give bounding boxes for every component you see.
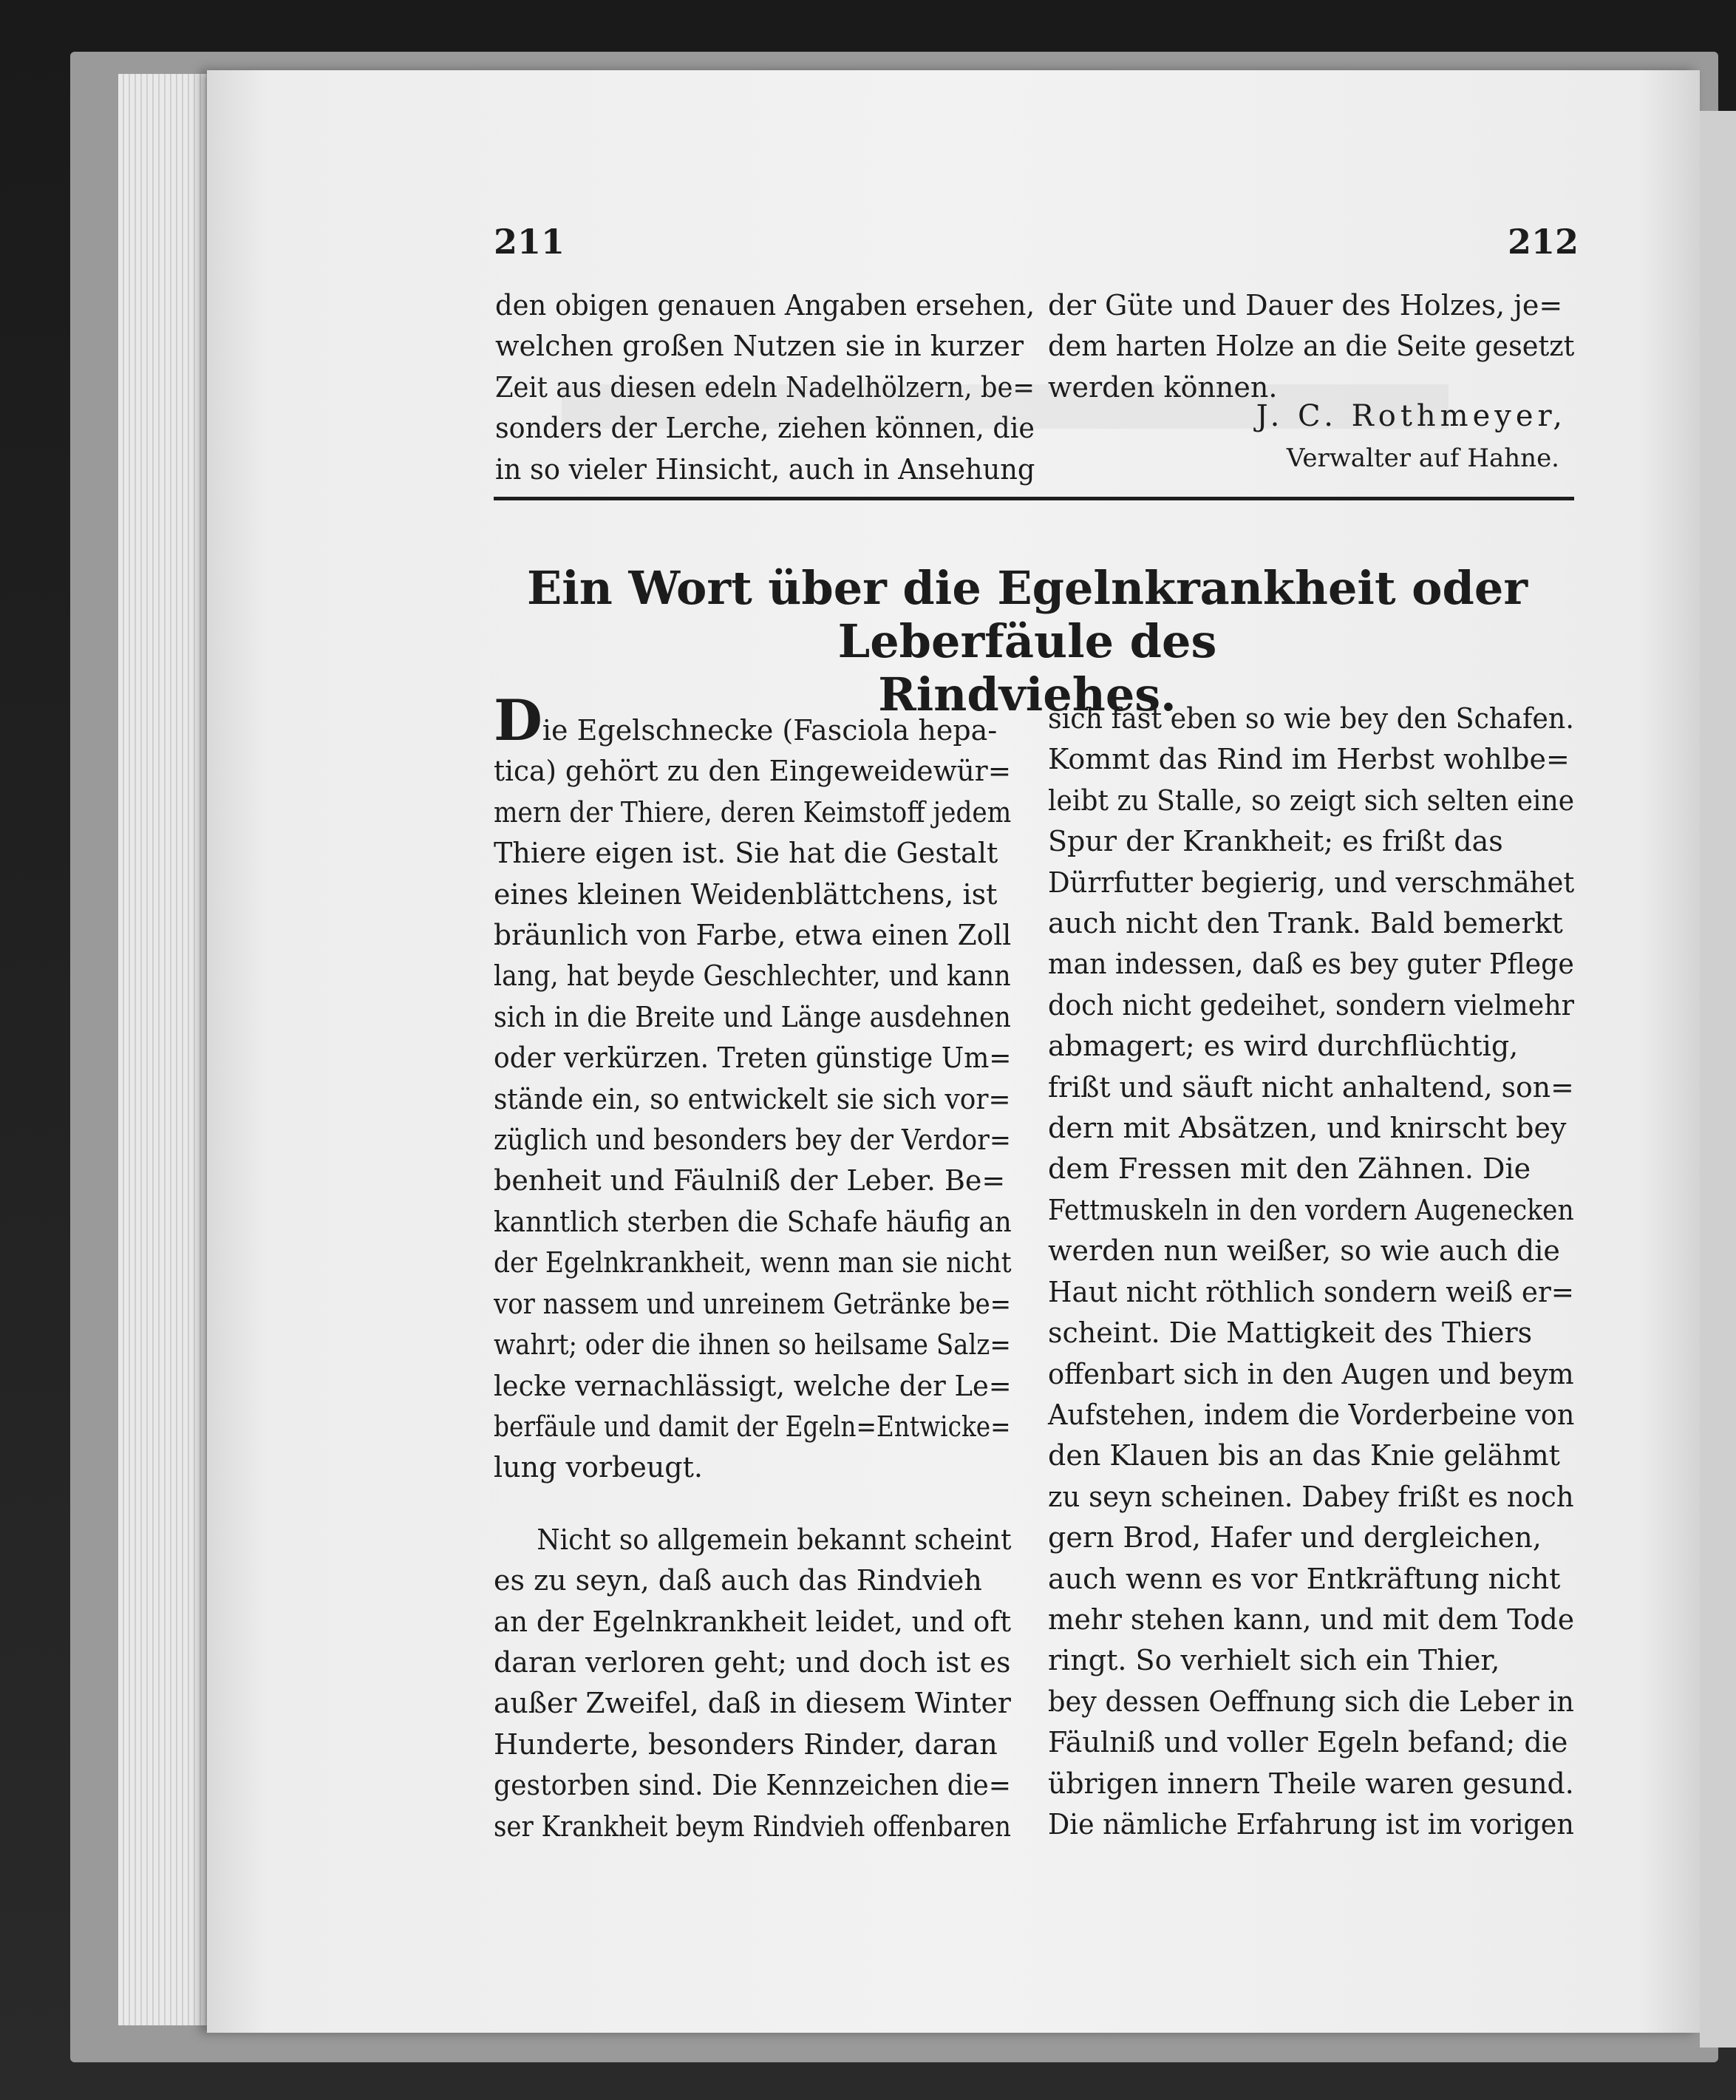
text-line: Spur der Krankheit; es frißt das: [1048, 825, 1503, 858]
text-line: Fettmuskeln in den vordern Augenecken: [1048, 1193, 1574, 1226]
text-line: dem Fressen mit den Zähnen. Die: [1048, 1152, 1531, 1186]
text-line: an der Egelnkrankheit leidet, und oft: [494, 1605, 1012, 1638]
text-line: sich fast eben so wie bey den Schafen.: [1048, 702, 1574, 735]
text-line: Aufstehen, indem die Vorderbeine von: [1048, 1398, 1575, 1431]
text-line: ringt. So verhielt sich ein Thier,: [1048, 1644, 1500, 1677]
text-line: den obigen genauen Angaben ersehen,: [495, 289, 1035, 322]
text-line: benheit und Fäulniß der Leber. Be=: [494, 1164, 1006, 1197]
text-line: frißt und säuft nicht anhaltend, son=: [1048, 1070, 1574, 1104]
text-line: lang, hat beyde Geschlechter, und kann: [494, 959, 1011, 993]
text-line: oder verkürzen. Treten günstige Um=: [494, 1041, 1012, 1075]
text-line: stände ein, so entwickelt sie sich vor=: [494, 1082, 1011, 1115]
text-line: eines kleinen Weidenblättchens, ist: [494, 877, 998, 911]
text-line: in so vieler Hinsicht, auch in Ansehung: [495, 452, 1035, 486]
text-line: man indessen, daß es bey guter Pflege: [1048, 948, 1574, 981]
text-line: es zu seyn, daß auch das Rindvieh: [494, 1564, 982, 1597]
top-left-column: [495, 285, 1035, 490]
text-line: den Klauen bis an das Knie gelähmt: [1048, 1439, 1560, 1472]
text-line: Nicht so allgemein bekannt scheint: [537, 1523, 1012, 1556]
text-line: abmagert; es wird durchflüchtig,: [1048, 1030, 1519, 1063]
heading-line-1: Ein Wort über die Egelnkrankheit oder Leberfäule des: [527, 561, 1528, 668]
text-line: welchen großen Nutzen sie in kurzer: [495, 330, 1024, 363]
body-right-column: [1048, 699, 1574, 1845]
text-line: Kommt das Rind im Herbst wohlbe=: [1048, 743, 1570, 776]
text-line: werden können.: [1048, 370, 1278, 404]
text-line: kanntlich sterben die Schafe häufig an: [494, 1205, 1012, 1238]
heading-line-2: Rindviehes.: [878, 667, 1177, 721]
facing-page-edge: [1700, 111, 1736, 2048]
text-line: sich in die Breite und Länge ausdehnen: [494, 1000, 1011, 1033]
text-line: mehr stehen kann, und mit dem Tode: [1048, 1603, 1575, 1636]
top-right-column: [1048, 285, 1574, 408]
text-line: [494, 687, 1011, 753]
text-line: doch nicht gedeihet, sondern vielmehr: [1048, 988, 1574, 1022]
text-line: bräunlich von Farbe, etwa einen Zoll: [494, 919, 1012, 952]
text-line: wahrt; oder die ihnen so heilsame Salz=: [494, 1328, 1011, 1362]
author-signature: J. C. Rothmeyer,: [1256, 399, 1567, 433]
text-line: scheint. Die Mattigkeit des Thiers: [1048, 1316, 1533, 1350]
text-line: Fäulniß und voller Egeln befand; die: [1048, 1726, 1568, 1759]
text-line: Die nämliche Erfahrung ist im vorigen: [1048, 1807, 1574, 1841]
text-line: außer Zweifel, daß in diesem Winter: [494, 1687, 1011, 1720]
text-line: zu seyn scheinen. Dabey frißt es noch: [1048, 1480, 1574, 1513]
text-line: gern Brod, Hafer und dergleichen,: [1048, 1521, 1542, 1554]
text-line: lecke vernachlässigt, welche der Le=: [494, 1369, 1012, 1402]
text-line: ie Egelschnecke (Fasciola hepa-: [542, 714, 998, 747]
text-line: bey dessen Oeffnung sich die Leber in: [1048, 1685, 1574, 1718]
text-line: berfäule und damit der Egeln=Entwicke=: [494, 1410, 1011, 1443]
drop-cap: D: [494, 687, 542, 753]
text-line: sonders der Lerche, ziehen können, die: [495, 412, 1035, 445]
text-line: der Egelnkrankheit, wenn man sie nicht: [494, 1246, 1012, 1280]
text-line: Zeit aus diesen edeln Nadelhölzern, be=: [495, 370, 1035, 404]
article-heading: [473, 562, 1582, 721]
text-line: vor nassem und unreinem Getränke be=: [494, 1287, 1012, 1320]
text-line: Hunderte, besonders Rinder, daran: [494, 1727, 998, 1761]
text-line: züglich und besonders bey der Verdor=: [494, 1124, 1011, 1157]
text-line: dem harten Holze an die Seite gesetzt: [1048, 330, 1575, 363]
page-number-left: 211: [494, 222, 565, 262]
text-line: Haut nicht röthlich sondern weiß er=: [1048, 1275, 1575, 1308]
body-left-column: [494, 687, 1012, 1847]
text-line: mern der Thiere, deren Keimstoff jedem: [494, 795, 1012, 829]
text-line: ser Krankheit beym Rindvieh offenbaren: [494, 1810, 1011, 1843]
text-line: daran verloren geht; und doch ist es: [494, 1645, 1011, 1679]
text-line: der Güte und Dauer des Holzes, je=: [1048, 289, 1563, 322]
text-line: tica) gehört zu den Eingeweidewür=: [494, 755, 1012, 788]
text-line: auch wenn es vor Entkräftung nicht: [1048, 1562, 1561, 1595]
page-number-right: 212: [1508, 222, 1579, 262]
section-divider: [494, 497, 1574, 500]
text-line: gestorben sind. Die Kennzeichen die=: [494, 1769, 1012, 1802]
text-line: offenbart sich in den Augen und beym: [1048, 1357, 1574, 1390]
text-line: Dürrfutter begierig, und verschmähet: [1048, 866, 1575, 899]
text-line: auch nicht den Trank. Bald bemerkt: [1048, 907, 1563, 940]
text-line: übrigen innern Theile waren gesund.: [1048, 1767, 1574, 1800]
paragraph-gap: [494, 1489, 1011, 1520]
author-title: Verwalter auf Hahne.: [1286, 444, 1559, 473]
text-line: dern mit Absätzen, und knirscht bey: [1048, 1112, 1567, 1145]
text-line: leibt zu Stalle, so zeigt sich selten eine: [1048, 784, 1575, 817]
text-line: Thiere eigen ist. Sie hat die Gestalt: [494, 837, 998, 870]
text-line: werden nun weißer, so wie auch die: [1048, 1234, 1560, 1268]
text-line: lung vorbeugt.: [494, 1451, 703, 1484]
